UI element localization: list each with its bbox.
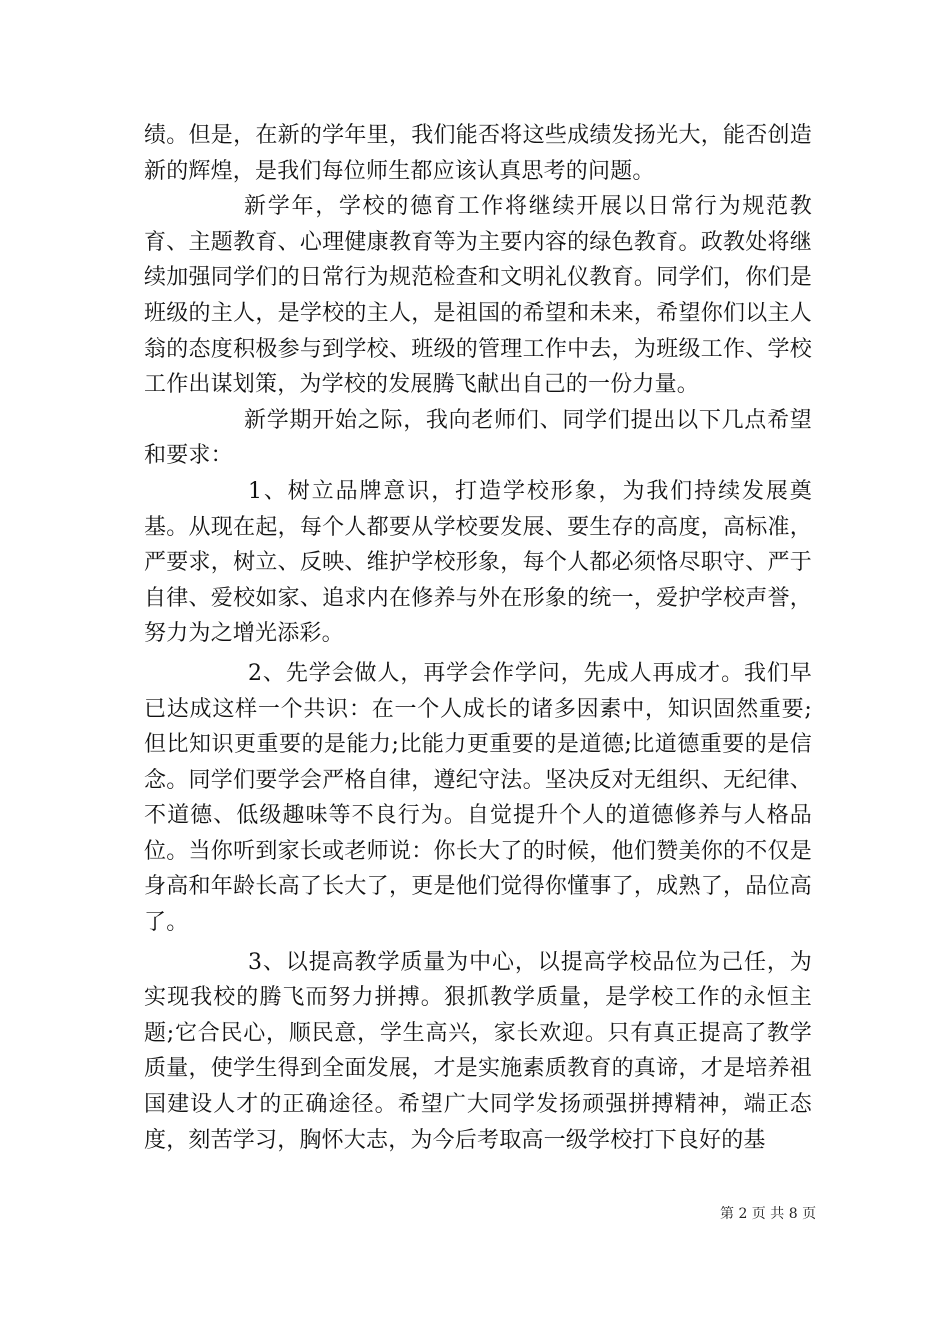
paragraph-moral-education: 新学年，学校的德育工作将继续开展以日常行为规范教育、主题教育、心理健康教育等为主要内容的绿色教育。政教处将继续加强同学们的日常行为规范检查和文明礼仪教育。同学们，你们是班级的主人，是学校的主人，是祖国的希望和未来，希望你们以主人翁的态度积极参与到学校、班级的管理工作中去，为班级工作、学校工作出谋划策，为学校的发展腾飞献出自己的一份力量。: [144, 194, 812, 398]
body-text: [144, 118, 812, 1158]
paragraph-point-2: 2、先学会做人，再学会作学问，先成人再成才。我们早已达成这样一个共识：在一个人成长的诸多因素中，知识固然重要;但比知识更重要的是能力;比能力更重要的是道德;比道德重要的是信念。同学们要学会严格自律，遵纪守法。坚决反对无组织、无纪律、不道德、低级趣味等不良行为。自觉提升个人的道德修养与人格品位。当你听到家长或老师说：你长大了的时候，他们赞美你的不仅是身高和年龄长高了长大了，更是他们觉得你懂事了，成熟了，品位高了。: [144, 660, 812, 936]
page-number-footer: 第 2 页 共 8 页: [720, 1206, 817, 1222]
paragraph-continuation: 绩。但是，在新的学年里，我们能否将这些成绩发扬光大，能否创造新的辉煌，是我们每位师生都应该认真思考的问题。: [144, 123, 812, 184]
paragraph-point-1: 1、树立品牌意识，打造学校形象，为我们持续发展奠基。从现在起，每个人都要从学校要发展、要生存的高度，高标准，严要求，树立、反映、维护学校形象，每个人都必须恪尽职守、严于自律、爱校如家、追求内在修养与外在形象的统一，爱护学校声誉，努力为之增光添彩。: [144, 478, 812, 647]
paragraph-point-3: 3、以提高教学质量为中心，以提高学校品位为己任，为实现我校的腾飞而努力拼搏。狠抓教学质量，是学校工作的永恒主题;它合民心，顺民意，学生高兴，家长欢迎。只有真正提高了教学质量，使学生得到全面发展，才是实施素质教育的真谛，才是培养祖国建设人才的正确途径。希望广大同学发扬顽强拼搏精神，端正态度，刻苦学习，胸怀大志，为今后考取高一级学校打下良好的基: [144, 949, 812, 1153]
paragraph-expectations-intro: 新学期开始之际，我向老师们、同学们提出以下几点希望和要求：: [144, 407, 812, 469]
